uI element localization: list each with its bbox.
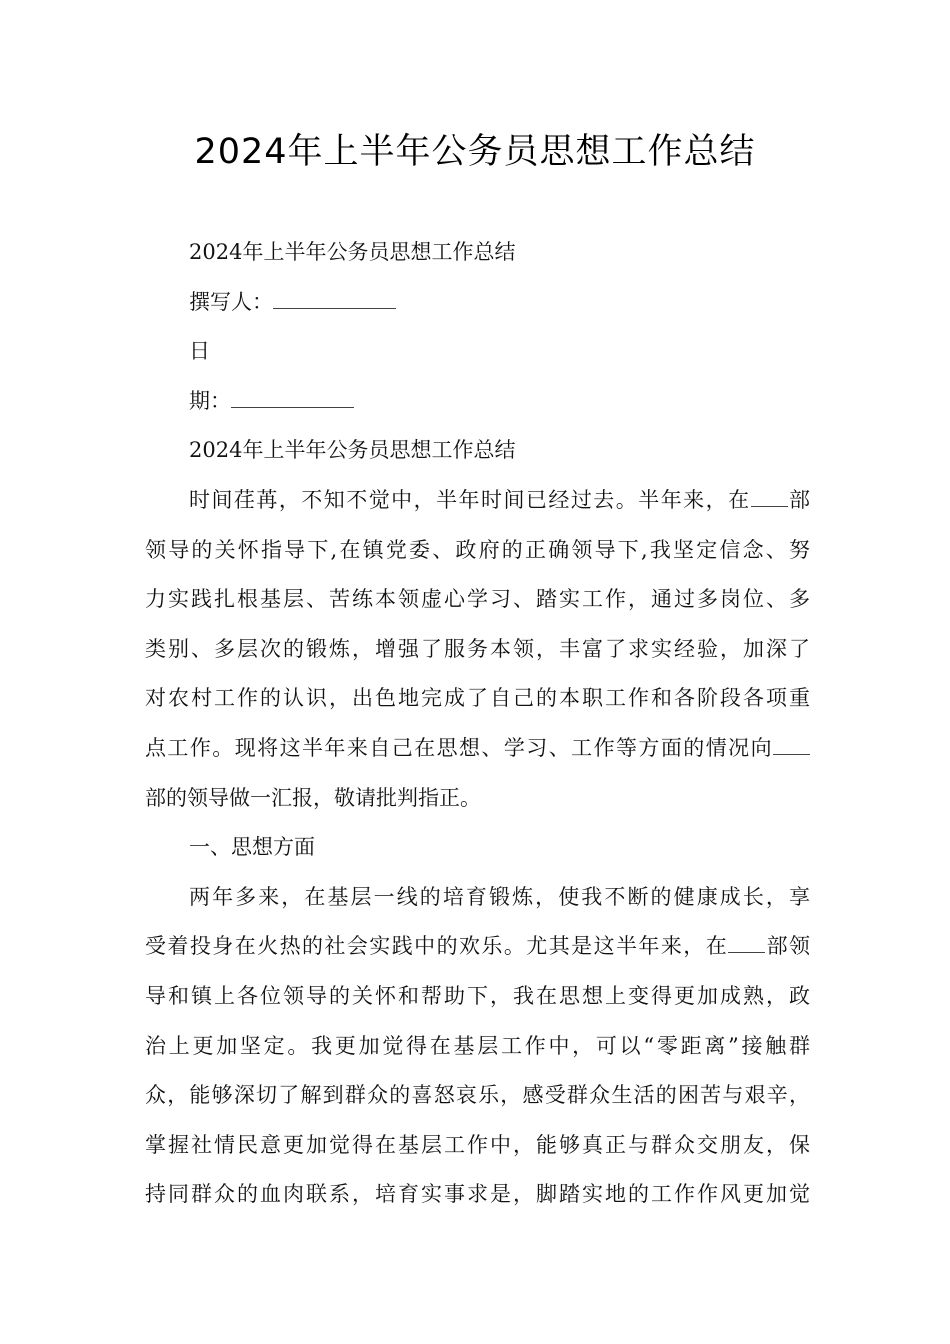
intro-line: 部的领导做一汇报，敬请批判指正。 (145, 785, 481, 810)
author-line (145, 278, 810, 328)
section-line: 持同群众的血肉联系，培育实事求是，脚踏实地的工作作风更加觉 (145, 1182, 810, 1207)
intro-line: 对农村工作的认识，出色地完成了自己的本职工作和各阶段各项重 (145, 686, 810, 711)
section-line (145, 922, 810, 972)
department-blank (751, 479, 788, 507)
intro-text: 部 (787, 487, 810, 512)
document-body (145, 228, 810, 1220)
section-line: 掌握社情民意更加觉得在基层工作中，能够真正与群众交朋友，保 (145, 1132, 810, 1157)
intro-line: 类别、多层次的锻炼，增强了服务本领，丰富了求实经验，加深了 (145, 636, 810, 661)
date-blank (231, 380, 354, 408)
document-title: 2024年上半年公务员思想工作总结 (194, 132, 756, 172)
section-line: 治上更加坚定。我更加觉得在基层工作中，可以“零距离”接触群 (145, 1033, 810, 1058)
subtitle: 2024年上半年公务员思想工作总结 (189, 240, 516, 264)
intro-text: 时间荏苒，不知不觉中，半年时间已经过去。半年来，在 (189, 487, 751, 512)
intro-line (145, 724, 810, 774)
date-label-line1: 日 (189, 339, 210, 364)
section-line: 两年多来，在基层一线的培育锻炼，使我不断的健康成长，享 (189, 884, 810, 909)
intro-text: 点工作。现将这半年来自己在思想、学习、工作等方面的情况向 (145, 735, 773, 760)
section-line: 导和镇上各位领导的关怀和帮助下，我在思想上变得更加成熟，政 (145, 983, 810, 1008)
intro-line (145, 476, 810, 526)
date-line (145, 377, 810, 427)
department-blank (773, 727, 810, 755)
department-blank (728, 925, 765, 953)
intro-line: 领导的关怀指导下,在镇党委、政府的正确领导下,我坚定信念、努 (145, 537, 810, 562)
section-text: 部领 (765, 934, 810, 959)
intro-line: 力实践扎根基层、苦练本领虚心学习、踏实工作，通过多岗位、多 (145, 587, 810, 612)
author-label: 撰写人： (189, 289, 273, 314)
section-heading: 一、思想方面 (189, 835, 315, 860)
author-blank (273, 281, 396, 309)
date-label: 期： (189, 388, 231, 413)
subtitle-repeat: 2024年上半年公务员思想工作总结 (189, 438, 516, 463)
section-line: 众，能够深切了解到群众的喜怒哀乐，感受群众生活的困苦与艰辛， (145, 1083, 810, 1108)
section-text: 受着投身在火热的社会实践中的欢乐。尤其是这半年来，在 (145, 934, 729, 959)
